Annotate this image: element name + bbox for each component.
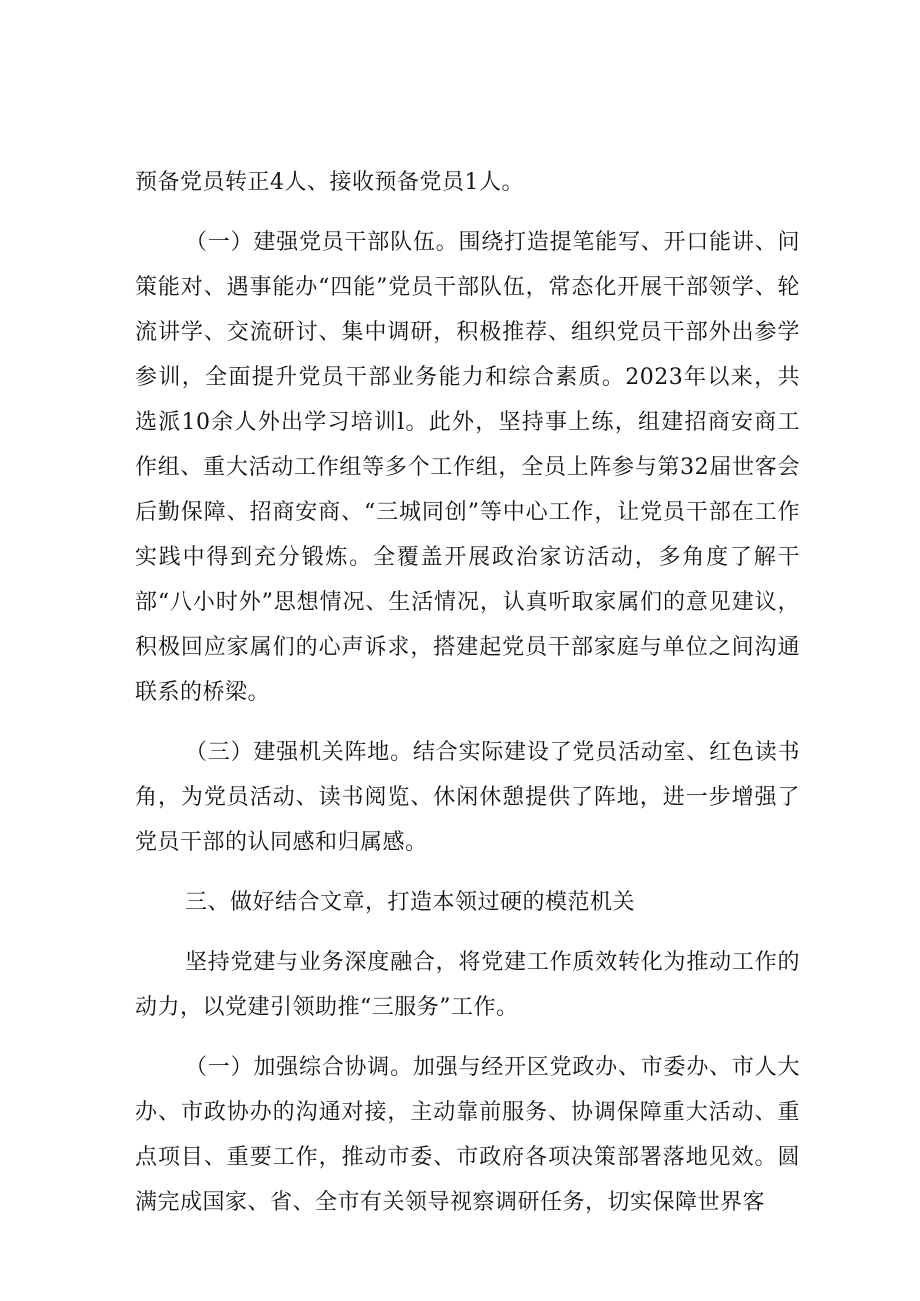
paragraph-integration: 坚持党建与业务深度融合，将党建工作质效转化为推动工作的动力，以党建引领助推“三服务”工作。 — [135, 950, 800, 1020]
paragraph-organ-base: （三）建强机关阵地。结合实际建设了党员活动室、红色读书角，为党员活动、读书阅览、休闲休憩提供了阵地，进一步增强了党员干部的认同感和归属感。 — [135, 740, 800, 855]
paragraph-coordination: （一）加强综合协调。加强与经开区党政办、市委办、市人大办、市政协办的沟通对接，主动靠前服务、协调保障重大活动、重点项目、重要工作，推动市委、市政府各项决策部署落地见效。圆满完成国家、省、全市有关领导视察调研任务，切实保障世界客 — [135, 1055, 800, 1215]
document-body — [135, 160, 800, 1225]
paragraph-cadre-team: （一）建强党员干部队伍。围绕打造提笔能写、开口能讲、问策能对、遇事能办“四能”党员干部队伍，常态化开展干部领学、轮流讲学、交流研讨、集中调研，积极推荐、组织党员干部外出参学参训，全面提升党员干部业务能力和综合素质。2023年以来，共选派10余人外出学习培训l。此外，坚持事上练，组建招商安商工作组、重大活动工作组等多个工作组，全员上阵参与第32届世客会后勤保障、招商安商、“三城同创”等中心工作，让党员干部在工作实践中得到充分锻炼。全覆盖开展政治家访活动，多角度了解干部“八小时外”思想情况、生活情况，认真听取家属们的意见建议，积极回应家属们的心声诉求，搭建起党员干部家庭与单位之间沟通联系的桥梁。 — [135, 230, 800, 705]
paragraph-continuation: 预备党员转正4人、接收预备党员1人。 — [135, 170, 524, 195]
section-heading: 三、做好结合文章，打造本领过硬的模范机关 — [185, 890, 636, 915]
